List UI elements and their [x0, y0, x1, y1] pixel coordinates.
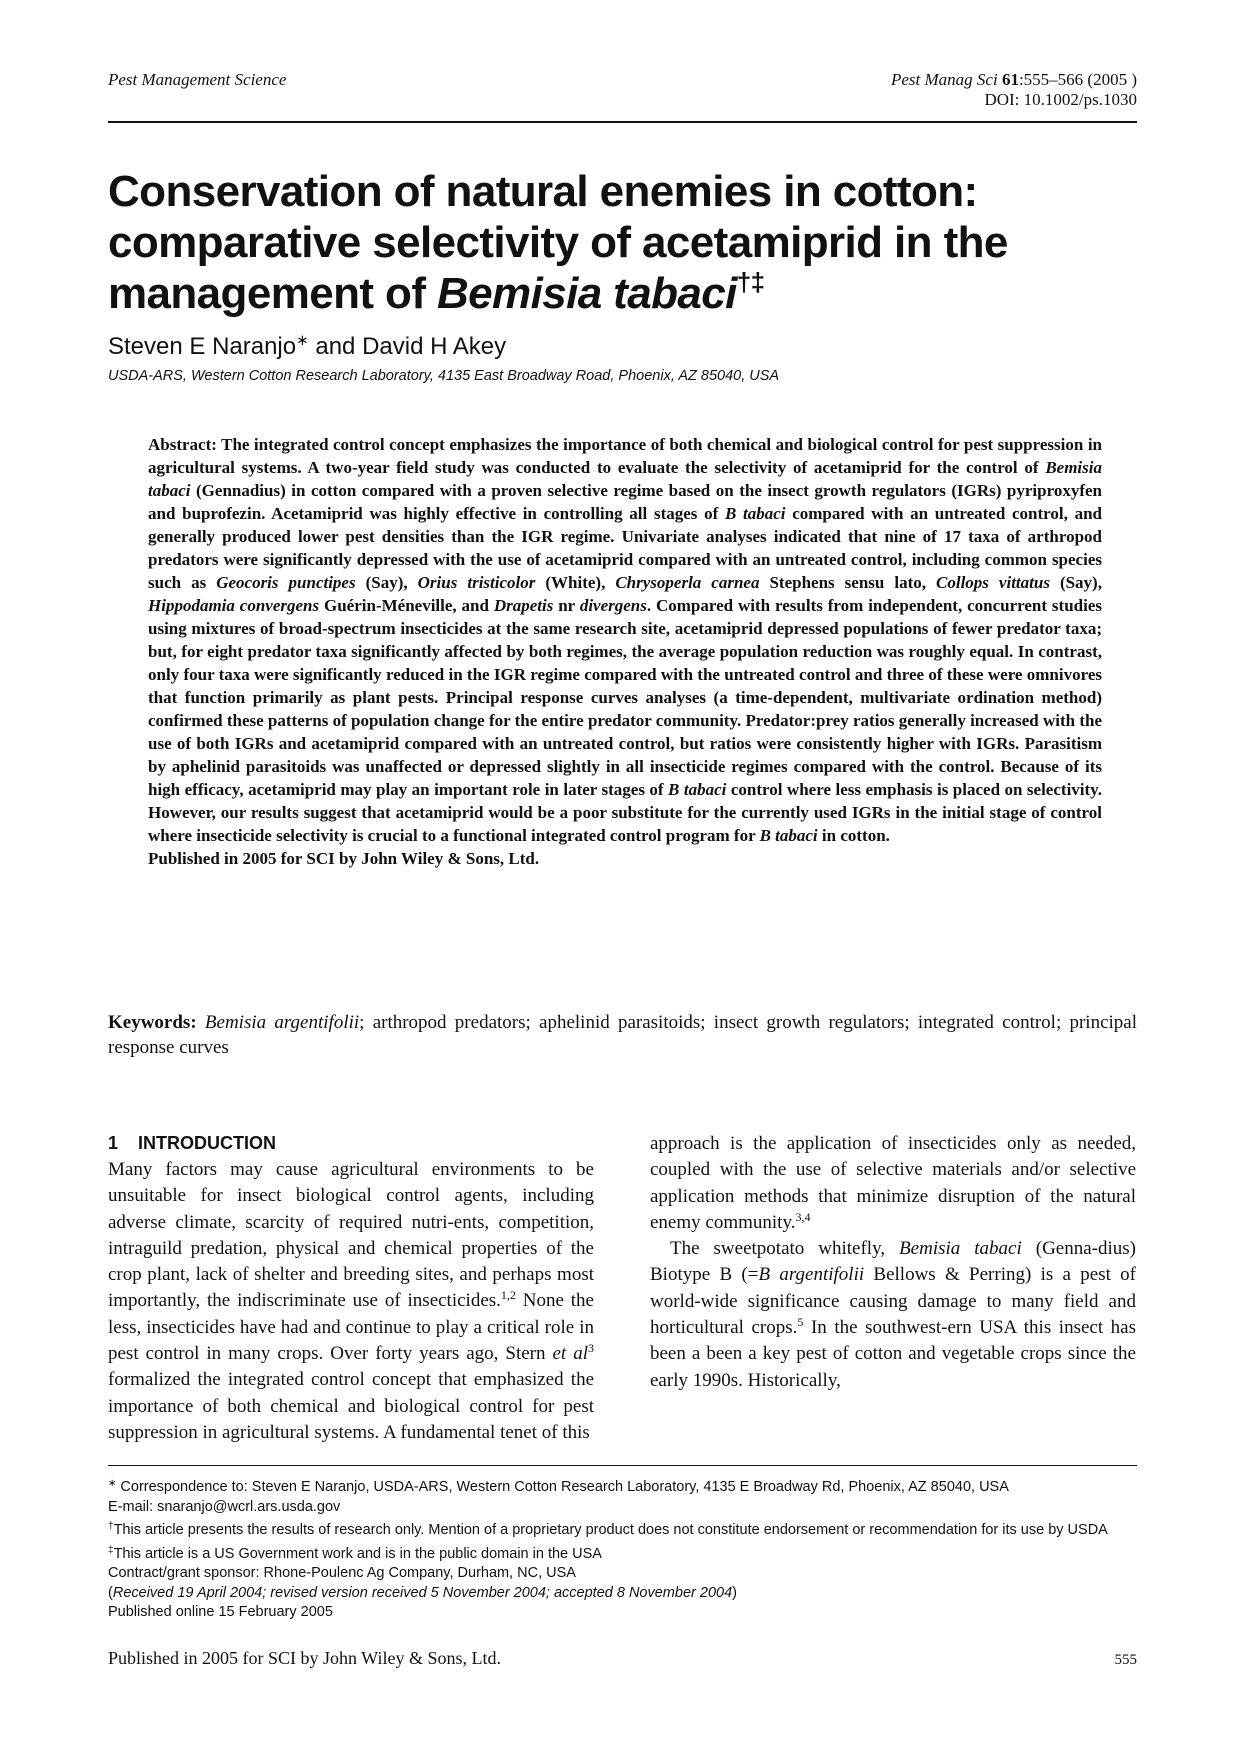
footnote-double-dagger: ‡This article is a US Government work and is in the public domain in the USA [108, 1544, 602, 1562]
article-title [108, 166, 1137, 319]
keywords-label: Keywords: [108, 1012, 197, 1033]
article-page [108, 0, 1137, 1755]
footnote-correspondence: ∗ Correspondence to: Steven E Naranjo, USDA-ARS, Western Cotton Research Laboratory, 4135 E Broadway Rd, Phoenix, AZ 85040, USA E-mail: snaranjo@wcrl.ars.usda.gov [108, 1478, 1009, 1515]
footnote-dagger: †This article presents the results of research only. Mention of a proprietary product does not constitute endorsement or recommendation for its use by USDA [108, 1521, 1108, 1538]
intro-paragraph-1-start-continued: approach is the application of insecticides only as needed, coupled with the use of selective materials and/or selective application methods that minimize disruption of the natural enemy community.$^{3,4}$ [650, 1133, 1136, 1233]
citation-ref: 1,2 [500, 1288, 516, 1303]
author-list [108, 333, 506, 361]
keywords-list: ; arthropod predators; aphelinid parasitoids; insect growth regulators; integrated control; principal response curves [108, 1012, 1138, 1058]
footer-publisher: Published in 2005 for SCI by John Wiley & Sons, Ltd. [108, 1648, 501, 1668]
citation-block [891, 70, 1137, 110]
intro-paragraph-1-start: Many factors may cause agricultural environments to be unsuitable for insect biological control agents, including adverse climate, scarcity of required nutri-ents, competition, intraguild predation, physical and chemical properties of the crop plant, lack of shelter and breeding sites, and perhaps most importantly, the indiscriminate use of insecticides.$^{1,2}$ None the less, insecticides have had and continue to play a critical role in pest control in many crops. Over forty years ago, Stern et $al^3$ formalized the integrated control concept that emphasized the importance of both chemical and biological control for pest suppression in agricultural systems. A fundamental tenet of this [108, 1159, 594, 1443]
abstract-label: Abstract: [148, 435, 217, 454]
keywords [108, 1010, 1137, 1060]
title-line-2: comparative selectivity of acetamiprid in the [108, 218, 1008, 267]
corresponding-author-mark: ∗ [296, 332, 309, 349]
affiliation: USDA-ARS, Western Cotton Research Laboratory, 4135 East Broadway Road, Phoenix, AZ 85040, USA [108, 368, 780, 384]
abstract [148, 433, 1102, 870]
citation-volume: 61 [1001, 70, 1019, 89]
abstract-published-note: Published in 2005 for SCI by John Wiley & Sons, Ltd. [148, 849, 540, 868]
author-2: David H Akey [362, 333, 507, 360]
citation-journal: Pest Manag Sci [891, 70, 998, 89]
section-heading-introduction [108, 1131, 594, 1155]
body-column-left [108, 1131, 594, 1446]
title-footnote-marks: †‡ [736, 267, 765, 297]
footnote-sponsor: Contract/grant sponsor: Rhone-Poulenc Ag Company, Durham, NC, USA [108, 1565, 576, 1581]
title-species: Bemisia tabaci [437, 269, 737, 318]
citation-ref: 3,4 [795, 1209, 811, 1224]
title-line-3-prefix: management of [108, 269, 437, 318]
correspondence-email: E-mail: snaranjo@wcrl.ars.usda.gov [108, 1498, 341, 1515]
page-number: 555 [1114, 1652, 1137, 1668]
abstract-text: Abstract: The integrated control concept emphasizes the importance of both chemical and biological control for pest suppression in agricultural systems. A two-year field study was conducted to evaluate the selectivity of acetamiprid for the control of Bemisia tabaci (Gennadius) in cotton compared with a proven selective regime based on the insect growth regulators (IGRs) pyriproxyfen and buprofezin. Acetamiprid was highly effective in controlling all stages of B tabaci compared with an untreated control, and generally produced lower pest densities than the IGR regime. Univariate analyses indicated that nine of 17 taxa of arthropod predators were significantly depressed with the use of acetamiprid compared with an untreated control, including common species such as Geocoris punctipes (Say), Orius tristicolor (White), Chrysoperla carnea Stephens sensu lato, Collops vittatus (Say), Hippodamia convergens Guérin-Méneville, and Drapetis nr divergens. Compared with results from independent, concurrent studies using mixtures of broad-spectrum insecticides at the same research site, acetamiprid depressed populations of fewer predator taxa; but, for eight predator taxa significantly affected by both regimes, the average population reduction was roughly equal. In contrast, only four taxa were significantly reduced in the IGR regime compared with the untreated control and three of these were omnivores that function primarily as plant pests. Principal response curves analyses (a time-dependent, multivariate ordination method) confirmed these patterns of population change for the entire predator community. Predator:prey ratios generally increased with the use of both IGRs and acetamiprid compared with an untreated control, but ratios were consistently higher with IGRs. Parasitism by aphelinid parasitoids was unaffected or depressed slightly in all insecticide regimes compared with the control. Because of its high efficacy, acetamiprid may play an important role in later stages of B tabaci control where less emphasis is placed on selectivity. However, our results suggest that acetamiprid would be a poor substitute for the currently used IGRs in the initial stage of control where insecticide selectivity is crucial to a functional integrated control program for B tabaci in cotton. [148, 435, 1102, 845]
footnotes [108, 1478, 1137, 1623]
doi: DOI: 10.1002/ps.1030 [984, 90, 1137, 109]
section-title: INTRODUCTION [138, 1133, 276, 1153]
keyword-species: Bemisia argentifolii [204, 1012, 360, 1033]
citation-pages: :555–566 (2005 ) [1018, 70, 1137, 89]
section-number: 1 [108, 1133, 119, 1153]
citation-line [891, 70, 1137, 90]
citation-ref: 5 [797, 1315, 804, 1330]
intro-paragraph-2-continued: The sweetpotato whitefly, Bemisia tabaci (Genna-dius) Biotype B (=B argentifolii Bellows & Perring) is a pest of world-wide significance causing damage to many field and horticultural crops.$^5$ In the southwest-ern USA this insect has been a been a key pest of cotton and vegetable crops since the early 1990s. Historically, [650, 1238, 1136, 1391]
footnote-rule [108, 1465, 1137, 1466]
body-column-right [650, 1131, 1136, 1394]
citation-ref: 3 [587, 1341, 594, 1356]
author-1: Steven E Naranjo [108, 333, 297, 360]
title-line-1: Conservation of natural enemies in cotton: [108, 167, 978, 216]
journal-name: Pest Management Science [108, 70, 287, 89]
header-rule [108, 121, 1137, 123]
footnote-published-online: Published online 15 February 2005 [108, 1604, 333, 1620]
footnote-received: (Received 19 April 2004; revised version received 5 November 2004; accepted 8 November 2004) [108, 1584, 737, 1601]
author-connector: and [308, 333, 363, 360]
